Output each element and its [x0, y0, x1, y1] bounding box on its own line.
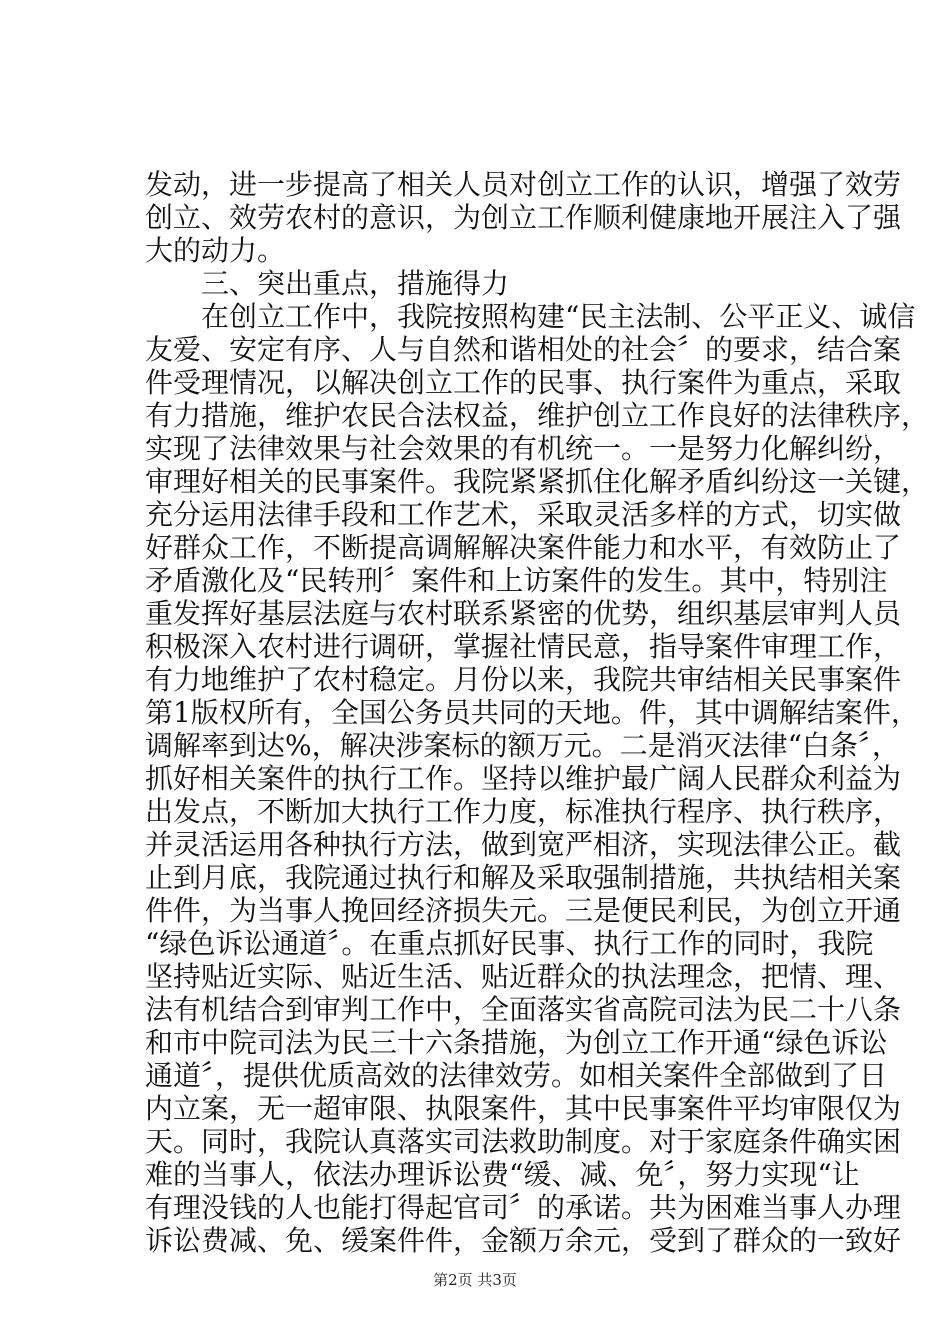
text-line: “绿色诉讼通道〞。在重点抓好民事、执行工作的同时，我院	[145, 927, 874, 960]
text-line: 出发点，不断加大执行工作力度，标准执行程序、执行秩序，	[145, 795, 902, 828]
document-body	[145, 168, 930, 1257]
text-line: 法有机结合到审判工作中，全面落实省高院司法为民二十八条	[145, 993, 902, 1026]
text-line: 友爱、安定有序、人与自然和谐相处的社会〞的要求，结合案	[145, 333, 902, 366]
text-line: 有力地维护了农村稳定。月份以来，我院共审结相关民事案件	[145, 663, 902, 696]
text-line: 抓好相关案件的执行工作。坚持以维护最广阔人民群众利益为	[145, 762, 902, 795]
text-line: 调解率到达%，解决涉案标的额万元。二是消灭法律“白条〞，	[145, 729, 900, 762]
page-number: 第2页 共3页	[433, 1271, 517, 1289]
text-line: 件件，为当事人挽回经济损失元。三是便民利民，为创立开通	[145, 894, 902, 927]
text-line: 第1版权所有，全国公务员共同的天地。件，其中调解结案件，	[145, 696, 919, 729]
text-line: 实现了法律效果与社会效果的有机统一。一是努力化解纠纷，	[145, 432, 902, 465]
text-line: 件受理情况，以解决创立工作的民事、执行案件为重点，采取	[145, 366, 902, 399]
text-line: 止到月底，我院通过执行和解及采取强制措施，共执结相关案	[145, 861, 902, 894]
text-line: 难的当事人，依法办理诉讼费“缓、减、免〞，努力实现“让	[145, 1158, 860, 1191]
text-line: 大的动力。	[145, 234, 286, 267]
text-line: 审理好相关的民事案件。我院紧紧抓住化解矛盾纠纷这一关键，	[145, 465, 930, 498]
text-line: 积极深入农村进行调研，掌握社情民意，指导案件审理工作，	[145, 630, 902, 663]
text-line: 并灵活运用各种执行方法，做到宽严相济，实现法律公正。截	[145, 828, 902, 861]
text-line: 天。同时，我院认真落实司法救助制度。对于家庭条件确实困	[145, 1125, 902, 1158]
paragraph-first-line: 在创立工作中，我院按照构建“民主法制、公平正义、诚信	[201, 300, 916, 333]
page-footer	[0, 1270, 950, 1290]
text-line: 坚持贴近实际、贴近生活、贴近群众的执法理念，把情、理、	[145, 960, 902, 993]
text-line: 矛盾激化及“民转刑〞案件和上访案件的发生。其中，特别注	[145, 564, 888, 597]
text-line: 发动，进一步提高了相关人员对创立工作的认识，增强了效劳	[145, 168, 902, 201]
text-line: 有理没钱的人也能打得起官司〞的承诺。共为困难当事人办理	[145, 1191, 902, 1224]
text-line: 充分运用法律手段和工作艺术，采取灵活多样的方式，切实做	[145, 498, 902, 531]
text-line: 通道〞，提供优质高效的法律效劳。如相关案件全部做到了日	[145, 1059, 888, 1092]
text-line: 内立案，无一超审限、执限案件，其中民事案件平均审限仅为	[145, 1092, 902, 1125]
text-line: 有力措施，维护农民合法权益，维护创立工作良好的法律秩序，	[145, 399, 930, 432]
text-line: 创立、效劳农村的意识，为创立工作顺利健康地开展注入了强	[145, 201, 902, 234]
section-heading: 三、突出重点，措施得力	[201, 267, 510, 300]
text-line: 重发挥好基层法庭与农村联系紧密的优势，组织基层审判人员	[145, 597, 902, 630]
text-line: 好群众工作，不断提高调解解决案件能力和水平，有效防止了	[145, 531, 902, 564]
text-line: 诉讼费减、免、缓案件件，金额万余元，受到了群众的一致好	[145, 1224, 902, 1257]
text-line: 和市中院司法为民三十六条措施，为创立工作开通“绿色诉讼	[145, 1026, 888, 1059]
